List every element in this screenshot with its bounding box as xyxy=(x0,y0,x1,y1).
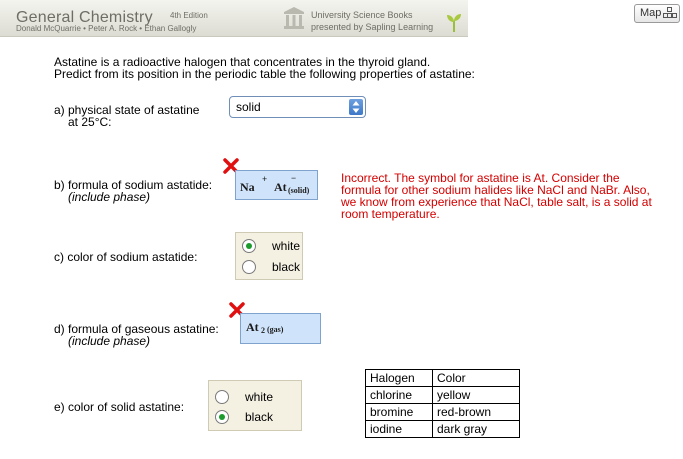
table-cell: yellow xyxy=(433,387,520,404)
formula-subscript: 2 xyxy=(261,326,265,335)
publisher-name: University Science Books xyxy=(311,10,413,20)
header-banner xyxy=(0,0,468,37)
part-c-label: c) color of sodium astatide: xyxy=(54,250,198,264)
question-intro xyxy=(54,56,475,80)
formula-anion: At xyxy=(274,180,287,194)
radio-button[interactable] xyxy=(215,390,229,404)
publisher-presenter: presented by Sapling Learning xyxy=(311,22,434,32)
table-cell: iodine xyxy=(366,421,433,438)
radio-label: white xyxy=(245,390,274,404)
part-d-label xyxy=(54,323,219,347)
book-title: General Chemistry xyxy=(16,9,153,26)
halogen-color-table xyxy=(365,369,520,438)
map-grid-icon xyxy=(663,7,677,19)
table-cell: red-brown xyxy=(433,404,520,421)
part-a-text: a) physical state of astatine xyxy=(54,103,200,117)
intro-line-2: Predict from its position in the periodic table the following properties of astatine: xyxy=(54,67,475,81)
part-e-label: e) color of solid astatine: xyxy=(54,400,185,414)
physical-state-value: solid xyxy=(236,100,261,114)
table-header-row xyxy=(366,370,520,387)
radio-label: black xyxy=(245,410,274,424)
table-header: Color xyxy=(433,370,520,387)
part-b-text: b) formula of sodium astatide: xyxy=(54,178,213,192)
formula-phase: (solid) xyxy=(288,186,310,195)
radio-option-white[interactable] xyxy=(242,239,302,257)
map-button-label: Map xyxy=(640,7,662,19)
sprout-icon xyxy=(446,12,462,32)
radio-option-white[interactable] xyxy=(215,390,295,408)
formula-cation-charge: + xyxy=(262,174,268,184)
formula-anion-charge: − xyxy=(291,173,297,183)
solid-astatine-color-radio-group xyxy=(208,380,302,431)
table-cell: dark gray xyxy=(433,421,520,438)
radio-button[interactable] xyxy=(242,260,256,274)
radio-button-selected[interactable] xyxy=(215,410,229,424)
part-d-phase-hint: (include phase) xyxy=(68,334,151,348)
sodium-astatide-color-radio-group xyxy=(235,232,303,280)
authors-label: Donald McQuarrie • Peter A. Rock • Ethan Gallogly xyxy=(16,24,197,33)
formula-phase: (gas) xyxy=(267,325,284,334)
select-arrows-icon xyxy=(349,99,363,115)
radio-option-black[interactable] xyxy=(215,410,295,428)
table-cell: bromine xyxy=(366,404,433,421)
physical-state-select[interactable] xyxy=(229,96,366,118)
part-b-phase-hint: (include phase) xyxy=(68,190,151,204)
table-header: Halogen xyxy=(366,370,433,387)
part-a-text-2: at 25°C: xyxy=(68,115,112,129)
table-row xyxy=(366,421,520,438)
formula-element: At xyxy=(246,320,259,334)
radio-button-selected[interactable] xyxy=(242,239,256,253)
radio-label: white xyxy=(272,239,301,253)
table-cell: chlorine xyxy=(366,387,433,404)
gaseous-astatine-formula-input[interactable] xyxy=(240,313,321,344)
university-logo-icon xyxy=(283,6,305,30)
intro-line-1: Astatine is a radioactive halogen that concentrates in the thyroid gland. xyxy=(54,55,431,69)
map-button[interactable] xyxy=(634,4,680,23)
part-d-text: d) formula of gaseous astatine: xyxy=(54,322,219,336)
sodium-astatide-formula-input[interactable] xyxy=(235,170,318,200)
edition-label: 4th Edition xyxy=(170,11,208,20)
radio-option-black[interactable] xyxy=(242,260,302,278)
table-row xyxy=(366,387,520,404)
part-b-label xyxy=(54,179,212,203)
radio-label: black xyxy=(272,260,301,274)
table-row xyxy=(366,404,520,421)
feedback-message: Incorrect. The symbol for astatine is At. Consider the formula for other sodium halides like NaCl and NaBr. Also, we know from experience that NaCl, table salt, is a solid at room temperature. xyxy=(341,171,652,221)
formula-cation: Na xyxy=(240,180,255,194)
part-a-label xyxy=(54,104,199,128)
